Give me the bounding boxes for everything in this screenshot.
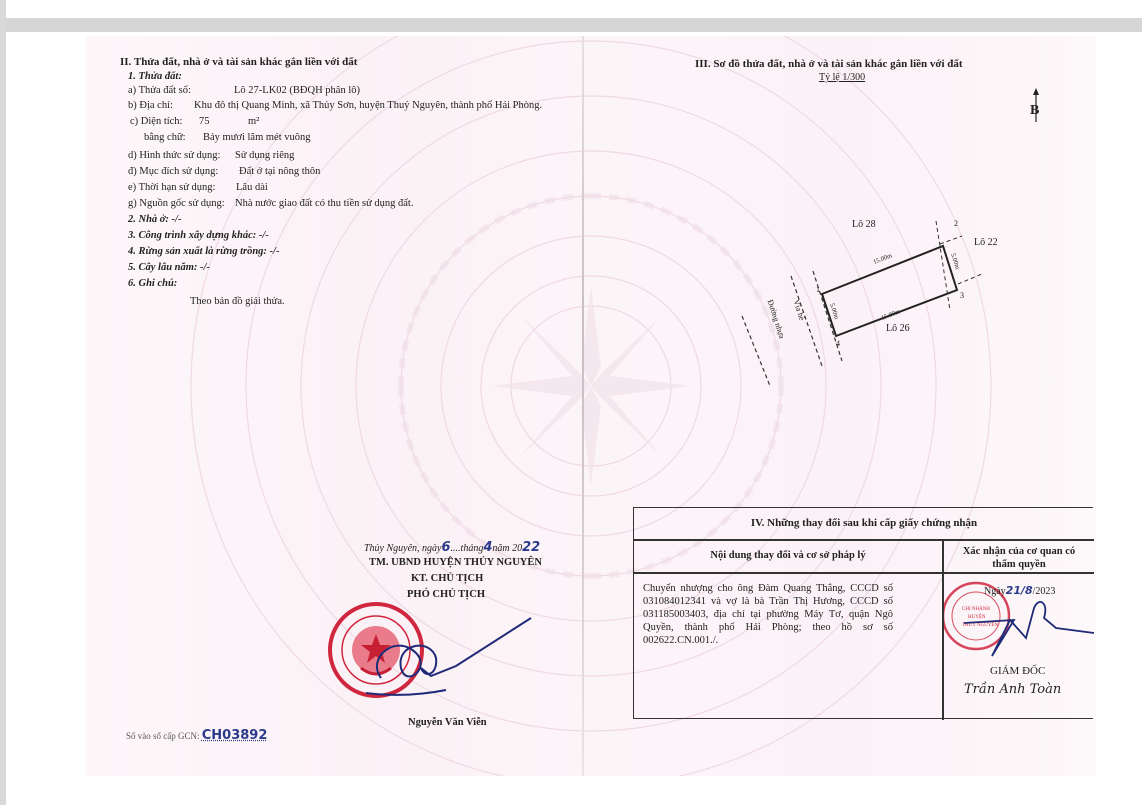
red-seal-and-signature-icon xyxy=(326,598,546,708)
field-unit-area: m² xyxy=(248,116,260,127)
svg-text:2: 2 xyxy=(954,219,958,228)
section-iv-title: IV. Những thay đổi sau khi cấp giấy chứng nhận xyxy=(750,517,978,529)
field-label-origin: g) Nguồn gốc sử dụng: xyxy=(128,198,225,209)
neighbor-bottom: Lô 26 xyxy=(886,323,910,334)
center-fold xyxy=(582,36,584,776)
item-other-construction: 3. Công trình xây dựng khác: -/- xyxy=(128,230,269,241)
section-ii-title: II. Thửa đất, nhà ở và tài sản khác gắn liền với đất xyxy=(120,56,358,68)
signer-role-1: KT. CHỦ TỊCH xyxy=(411,573,484,584)
north-label: B xyxy=(1030,103,1040,118)
note-text: Theo bản đồ giải thửa. xyxy=(190,296,285,307)
confirm-date-line xyxy=(984,584,1055,598)
item-notes: 6. Ghi chú: xyxy=(128,278,178,289)
item-perennial-trees: 5. Cây lâu năm: -/- xyxy=(128,262,210,273)
viewer-page-separator xyxy=(0,18,1142,32)
date-day: 6 xyxy=(441,540,451,555)
field-label-parcel-no: a) Thửa đất số: xyxy=(128,85,191,96)
svg-text:5.00m: 5.00m xyxy=(828,302,840,321)
certificate-paper xyxy=(86,36,1096,776)
table-divider xyxy=(634,539,1094,541)
svg-text:5.00m: 5.00m xyxy=(949,252,961,271)
svg-text:1: 1 xyxy=(816,285,820,294)
map-scale: Tỷ lệ 1/300 xyxy=(819,72,866,83)
signer-name: Nguyễn Văn Viễn xyxy=(408,717,487,728)
table-divider xyxy=(634,572,1094,574)
date-prefix: Thủy Nguyên, ngày xyxy=(364,543,442,554)
field-value-area: 75 xyxy=(199,116,210,127)
registry-line xyxy=(126,729,267,743)
month-label: tháng xyxy=(460,543,484,554)
field-label-usage-form: d) Hình thức sử dụng: xyxy=(128,150,221,161)
neighbor-top: Lô 28 xyxy=(852,219,876,230)
col1-header: Nội dung thay đổi và cơ sở pháp lý xyxy=(710,550,866,561)
field-value-address: Khu đô thị Quang Minh, xã Thủy Sơn, huyện Thuỷ Nguyên, thành phố Hải Phòng. xyxy=(194,100,543,111)
svg-text:HUYỆN: HUYỆN xyxy=(968,615,986,620)
neighbor-right: Lô 22 xyxy=(974,237,998,248)
svg-text:CHI NHÁNH: CHI NHÁNH xyxy=(962,607,990,612)
change-description: Chuyển nhượng cho ông Đàm Quang Thắng, CCCD số 031084012341 và vợ là bà Trần Thị Hương, CCCD số 031185003403, địa chỉ tại phường Máy Tơ, quận Ngô Quyền, thành phố Hải Phòng; theo hồ sơ số 002622.CN.001./. xyxy=(643,583,893,646)
field-value-usage-purpose: Đất ở tại nông thôn xyxy=(239,166,321,177)
field-label-area-words: bằng chữ: xyxy=(144,132,186,143)
road-label-asphalt: Đường nhựa xyxy=(765,298,787,340)
svg-text:15.00m: 15.00m xyxy=(872,252,894,266)
issue-date-line: Thủy Nguyên, ngày6....tháng4năm 2022 xyxy=(364,540,541,555)
svg-text:15.00m: 15.00m xyxy=(880,308,902,322)
confirm-date-hand: 21/8 xyxy=(1005,584,1033,597)
field-label-usage-term: e) Thời hạn sử dụng: xyxy=(128,182,216,193)
field-value-usage-form: Sử dụng riêng xyxy=(235,150,295,161)
confirm-signer: Trần Anh Toàn xyxy=(964,682,1062,697)
issuing-org: TM. UBND HUYỆN THỦY NGUYÊN xyxy=(369,557,542,568)
signer-role-2: PHÓ CHỦ TỊCH xyxy=(407,589,485,600)
viewer-top-strip xyxy=(0,0,1142,18)
document-sheet xyxy=(6,32,1142,805)
registry-number: CH03892 xyxy=(201,728,268,743)
field-value-usage-term: Lâu dài xyxy=(236,182,268,193)
road-label-sidewalk: Vỉa hè xyxy=(791,298,807,322)
date-month: 4 xyxy=(483,540,493,555)
field-label-usage-purpose: đ) Mục đích sử dụng: xyxy=(128,166,219,177)
confirm-date-prefix: Ngày xyxy=(984,586,1006,597)
item-planted-forest: 4. Rừng sản xuất là rừng trồng: -/- xyxy=(128,246,280,257)
svg-text:THỦY NGUYÊN: THỦY NGUYÊN xyxy=(962,623,999,628)
svg-text:4: 4 xyxy=(836,339,840,348)
col2-header-line2: thẩm quyền xyxy=(992,559,1046,570)
changes-table xyxy=(633,507,1093,719)
field-label-address: b) Địa chỉ: xyxy=(128,100,173,111)
item-house: 2. Nhà ở: -/- xyxy=(128,214,182,225)
parcel-heading: 1. Thửa đất: xyxy=(128,71,182,82)
svg-text:3: 3 xyxy=(960,291,964,300)
date-year: 22 xyxy=(522,540,541,555)
field-value-parcel-no: Lô 27-LK02 (BĐQH phân lô) xyxy=(234,85,360,96)
col2-header-line1: Xác nhận của cơ quan có xyxy=(962,546,1076,557)
field-label-area: c) Diện tích: xyxy=(130,116,183,127)
registry-label: Số vào sổ cấp GCN: xyxy=(126,731,200,741)
confirm-title: GIÁM ĐỐC xyxy=(990,665,1046,677)
field-value-origin: Nhà nước giao đất có thu tiền sử dụng đất. xyxy=(235,198,414,209)
section-iii-title: III. Sơ đồ thửa đất, nhà ở và tài sản khác gắn liền với đất xyxy=(695,58,963,70)
field-value-area-words: Bảy mươi lăm mét vuông xyxy=(203,132,311,143)
confirm-year: /2023 xyxy=(1032,586,1056,597)
year-label: năm 20 xyxy=(492,543,523,554)
